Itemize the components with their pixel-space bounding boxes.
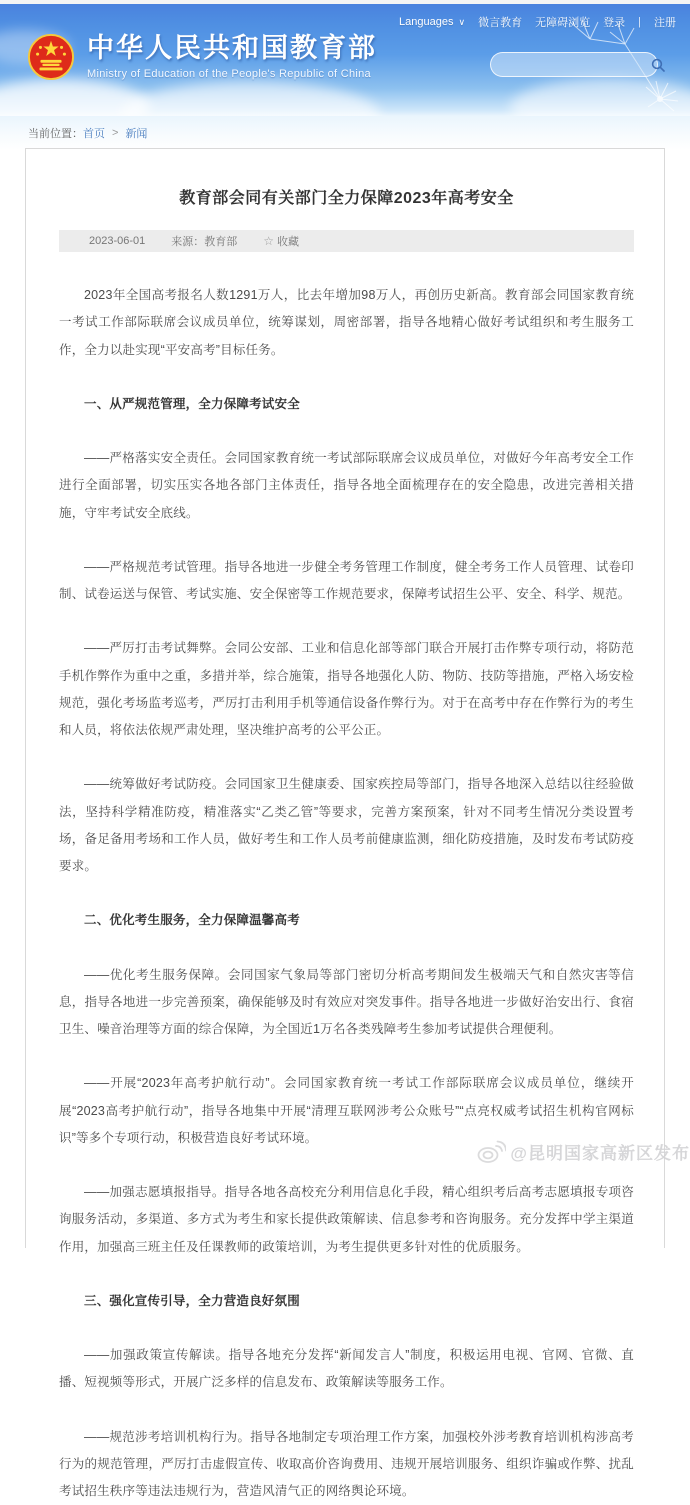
national-emblem-logo <box>28 34 74 80</box>
breadcrumb-current[interactable]: 新闻 <box>125 125 147 141</box>
languages-menu[interactable] <box>399 16 465 28</box>
article-meta-bar <box>59 230 634 252</box>
article-paragraph: ——加强志愿填报指导。指导各地各高校充分利用信息化手段，精心组织考后高考志愿填报专项咨询服务活动，多渠道、多方式为考生和家长提供政策解读、信息参考和咨询服务。充分发挥中学主渠道作用，加强高三班主任及任课教师的政策培训，为考生提供更多针对性的优质服务。 <box>59 1179 634 1261</box>
watermark <box>476 1138 690 1164</box>
article-section-heading: 一、从严规范管理，全力保障考试安全 <box>59 391 634 418</box>
article-section-heading: 二、优化考生服务，全力保障温馨高考 <box>59 907 634 934</box>
breadcrumb-home-link[interactable]: 首页 <box>83 125 105 141</box>
header-top-links <box>399 14 676 30</box>
weibo-icon <box>476 1138 506 1164</box>
search-input[interactable] <box>491 59 651 71</box>
article-source: 来源：教育部 <box>171 233 237 249</box>
article-paragraph: ——严格规范考试管理。指导各地进一步健全考务管理工作制度，健全考务工作人员管理、试卷印制、试卷运送与保管、考试实施、安全保密等工作规范要求，保障考试招生公平、安全、科学、规范。 <box>59 554 634 609</box>
breadcrumb <box>0 116 690 150</box>
search-button[interactable] <box>651 52 665 77</box>
languages-label: Languages <box>399 16 453 28</box>
watermark-text: @昆明国家高新区发布 <box>510 1139 690 1164</box>
search-box <box>490 52 658 77</box>
article-date: 2023-06-01 <box>89 235 145 247</box>
article-paragraph: ——开展“2023年高考护航行动”。会同国家教育统一考试工作部际联席会议成员单位，继续开展“2023高考护航行动”，指导各地集中开展“清理互联网涉考公众账号”“点亮权威考试招生机构官网标识”等多个专项行动，积极营造良好考试环境。 <box>59 1070 634 1152</box>
login-link[interactable]: 登录 <box>603 14 625 30</box>
search-icon <box>651 58 665 72</box>
site-title: 中华人民共和国教育部 <box>87 34 377 64</box>
site-brand[interactable] <box>28 34 377 80</box>
favorite-label: 收藏 <box>277 233 299 249</box>
article-paragraph: ——统筹做好考试防疫。会同国家卫生健康委、国家疾控局等部门，指导各地深入总结以往经验做法，坚持科学精准防疫，精准落实“乙类乙管”等要求，完善方案预案，针对不同考生情况分类设置考场，备足备用考场和工作人员，做好考生和工作人员考前健康监测，细化防疫措施，及时发布考试防疫要求。 <box>59 771 634 880</box>
article-paragraph: ——优化考生服务保障。会同国家气象局等部门密切分析高考期间发生极端天气和自然灾害等信息，指导各地进一步完善预案，确保能够及时有效应对突发事件。指导各地进一步做好治安出行、食宿卫生、噪音治理等方面的综合保障，为全国近1万名各类残障考生参加考试提供合理便利。 <box>59 962 634 1044</box>
article-paragraph: ——严厉打击考试舞弊。会同公安部、工业和信息化部等部门联合开展打击作弊专项行动，将防范手机作弊作为重中之重，多措并举，综合施策，指导各地强化人防、物防、技防等措施，严格入场安检规范，强化考场监考巡考，严厉打击利用手机等通信设备作弊行为。对于在高考中存在作弊行为的考生和人员，将依法依规严肃处理，坚决维护高考的公平公正。 <box>59 635 634 744</box>
accessibility-link[interactable]: 无障碍浏览 <box>535 14 590 30</box>
article-title: 教育部会同有关部门全力保障2023年高考安全 <box>59 185 634 208</box>
article-paragraph: ——严格落实安全责任。会同国家教育统一考试部际联席会议成员单位，对做好今年高考安全工作进行全面部署，切实压实各地各部门主体责任，指导各地全面梳理存在的安全隐患，改进完善相关措施，守牢考试安全底线。 <box>59 445 634 527</box>
article-paragraph: ——规范涉考培训机构行为。指导各地制定专项治理工作方案，加强校外涉考教育培训机构涉高考行为的规范管理，严厉打击虚假宣传、收取高价咨询费用、违规开展培训服务、组织诈骗或作弊、扰乱考试招生秩序等违法违规行为，营造风清气正的网络舆论环境。 <box>59 1424 634 1505</box>
link-divider: | <box>638 16 641 28</box>
star-icon: ☆ <box>263 234 274 248</box>
article-card <box>25 148 665 1248</box>
breadcrumb-separator: > <box>112 127 118 139</box>
cloud-decoration <box>120 81 380 116</box>
register-link[interactable]: 注册 <box>654 14 676 30</box>
article-paragraph: ——加强政策宣传解读。指导各地充分发挥“新闻发言人”制度，积极运用电视、官网、官微、直播、短视频等形式，开展广泛多样的信息发布、政策解读等服务工作。 <box>59 1342 634 1397</box>
favorite-button[interactable] <box>263 233 299 249</box>
article-section-heading: 三、强化宣传引导，全力营造良好氛围 <box>59 1288 634 1315</box>
site-header <box>0 4 690 116</box>
breadcrumb-label: 当前位置： <box>28 125 83 141</box>
weiyan-education-link[interactable]: 微言教育 <box>478 14 522 30</box>
article-paragraph: 2023年全国高考报名人数1291万人，比去年增加98万人，再创历史新高。教育部会同国家教育统一考试工作部际联席会议成员单位，统筹谋划，周密部署，指导各地精心做好考试组织和考生服务工作，全力以赴实现“平安高考”目标任务。 <box>59 282 634 364</box>
chevron-down-icon: ∨ <box>459 17 466 27</box>
article-content <box>59 282 634 1505</box>
site-subtitle: Ministry of Education of the People's Republic of China <box>87 68 377 80</box>
